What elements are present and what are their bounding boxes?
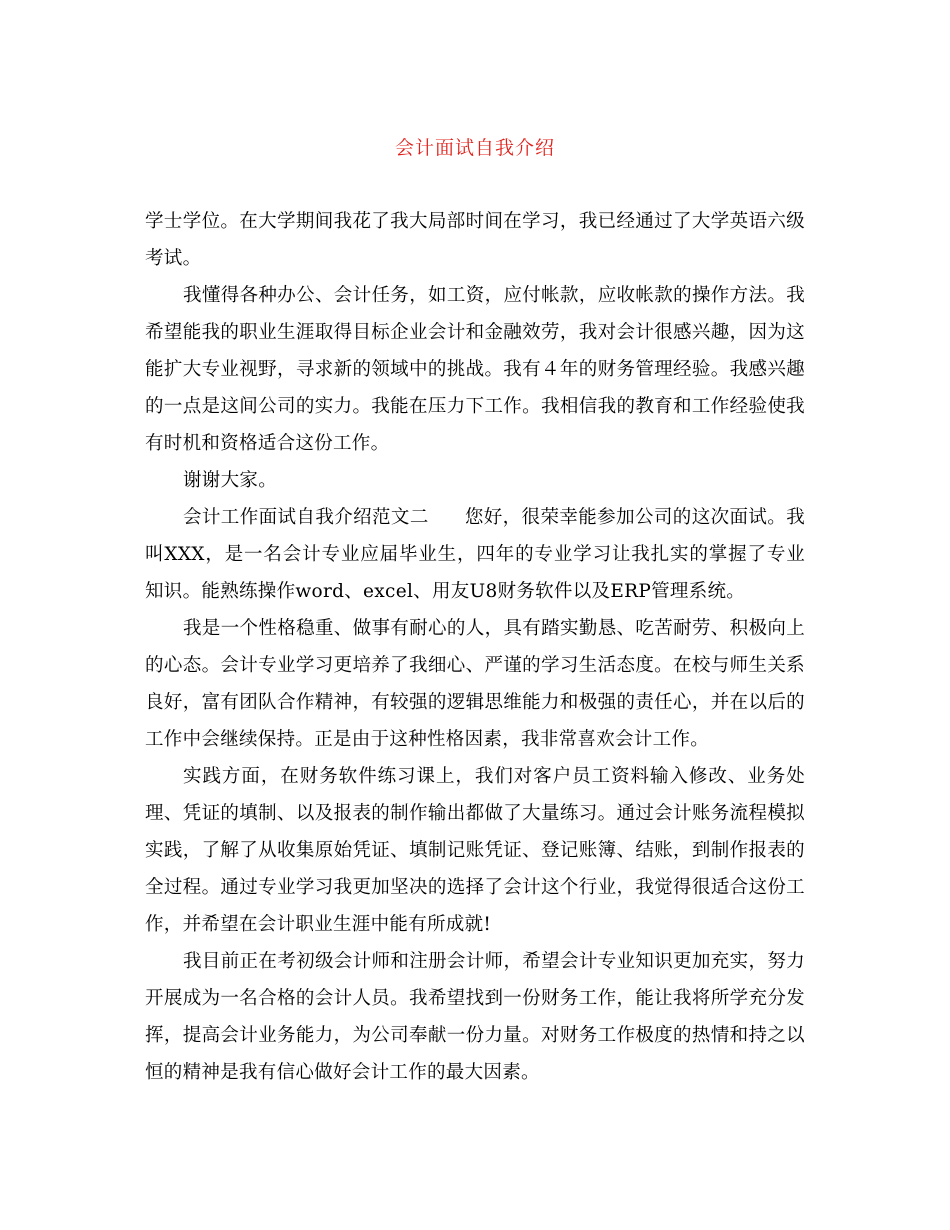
paragraph-1: 学士学位。在大学期间我花了我大局部时间在学习，我已经通过了大学英语六级考试。 — [145, 211, 805, 269]
document-title: 会计面试自我介绍 — [394, 137, 555, 159]
paragraph-7: 我目前正在考初级会计师和注册会计师，希望会计专业知识更加充实，努力开展成为一名合格的会计人员。我希望找到一份财务工作，能让我将所学充分发挥，提高会计业务能力，为公司奉献一份力量。对财务工作极度的热情和持之以恒的精神是我有信心做好会计工作的最大因素。 — [145, 951, 805, 1083]
paragraph-5: 我是一个性格稳重、做事有耐心的人，具有踏实勤恳、吃苦耐劳、积极向上的心态。会计专业学习更培养了我细心、严谨的学习生活态度。在校与师生关系良好，富有团队合作精神，有较强的逻辑思维能力和极强的责任心，并在以后的工作中会继续保持。正是由于这种性格因素，我非常喜欢会计工作。 — [145, 618, 805, 750]
paragraph-2: 我懂得各种办公、会计任务，如工资，应付帐款，应收帐款的操作方法。我希望能我的职业生涯取得目标企业会计和金融效劳，我对会计很感兴趣，因为这能扩大专业视野，寻求新的领域中的挑战。我有４年的财务管理经验。我感兴趣的一点是这间公司的实力。我能在压力下工作。我相信我的教育和工作经验使我有时机和资格适合这份工作。 — [145, 285, 805, 454]
paragraph-4 — [145, 499, 805, 610]
document-body — [145, 203, 805, 1091]
paragraph-3: 谢谢大家。 — [183, 470, 278, 491]
sample-heading: 会计工作面试自我介绍范文二 — [183, 507, 429, 528]
paragraph-6: 实践方面，在财务软件练习课上，我们对客户员工资料输入修改、业务处理、凭证的填制、以及报表的制作输出都做了大量练习。通过会计账务流程模拟实践，了解了从收集原始凭证、填制记账凭证、登记账簿、结账，到制作报表的全过程。通过专业学习我更加坚决的选择了会计这个行业，我觉得很适合这份工作，并希望在会计职业生涯中能有所成就! — [145, 766, 805, 935]
paragraph-4-text: 您好，很荣幸能参加公司的这次面试。我叫XXX，是一名会计专业应届毕业生，四年的专业学习让我扎实的掌握了专业知识。能熟练操作word、excel、用友U8财务软件以及ERP管理系统。 — [145, 507, 806, 602]
